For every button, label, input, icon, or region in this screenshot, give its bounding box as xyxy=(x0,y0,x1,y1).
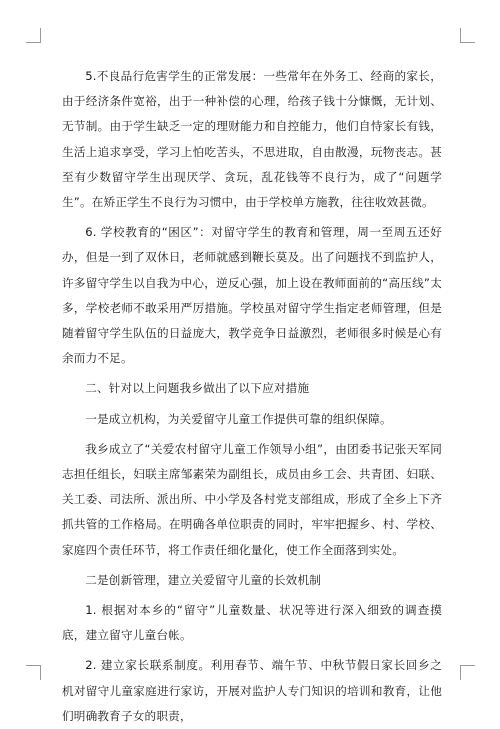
crop-mark-top-left xyxy=(26,28,41,43)
crop-mark-bottom-left xyxy=(26,665,41,680)
paragraph-bad-behavior: 5.不良品行危害学生的正常发展：一些常年在外务工、经商的家长，由于经济条件宽裕，出于一种补偿的心理，给孩子钱十分慷慨，无计划、无节制。由于学生缺乏一定的理财能力和自控能力，他们自恃家长有钱，生活上追求享受，学习上怕吃苦头，不思进取，自由散漫，玩物丧志。甚至有少数留守学生出现厌学、贪玩，乱花钱等不良行为，成了“问题学生”。在矫正学生不良行为习惯中，由于学校单方施教，往往收效甚微。 xyxy=(62,69,442,210)
crop-mark-bottom-right xyxy=(460,665,475,680)
document-body xyxy=(62,64,442,729)
paragraph-investigation: 1. 根据对本乡的“留守”儿童数量、状况等进行深入细致的调查摸底，建立留守儿童台帐。 xyxy=(62,603,442,643)
crop-mark-top-right xyxy=(460,28,475,43)
paragraph-innovative-management: 二是创新管理，建立关爱留守儿童的长效机制 xyxy=(85,572,322,587)
paragraph-leading-group: 我乡成立了“关爱农村留守儿童工作领导小组”，由团委书记张天军同志担任组长，妇联主席邹素荣为副组长，成员由乡工会、共青团、妇联、关工委、司法所、派出所、中小学及各村党支部组成，形成了全乡上下齐抓共管的工作格局。在明确各单位职责的同时，牢牢把握乡、村、学校、家庭四个责任环节，将工作责任细化量化，使工作全面落到实处。 xyxy=(62,441,442,557)
paragraph-parent-contact: 2. 建立家长联系制度。利用春节、端午节、中秋节假日家长回乡之机对留守儿童家庭进行家访，开展对监护人专门知识的培训和教育，让他们明确教育子女的职责， xyxy=(62,658,442,723)
paragraph-school-education: 6. 学校教育的“困区”：对留守学生的教育和管理，周一至周五还好办，但是一到了双休日，老师就感到鞭长莫及。出了问题找不到监护人，许多留守学生以自我为中心，逆反心强，加上设在教师面前的“高压线”太多，学校老师不敢采用严厉措施。学校虽对留守学生指定老师管理，但是随着留守学生队伍的日益庞大，教学竞争日益激烈，老师很多时候是心有余而力不足。 xyxy=(62,225,442,366)
section-heading-measures: 二、针对以上问题我乡做出了以下应对措施 xyxy=(85,381,310,396)
paragraph-set-up-organization: 一是成立机构，为关爱留守儿童工作提供可靠的组织保障。 xyxy=(85,411,392,426)
